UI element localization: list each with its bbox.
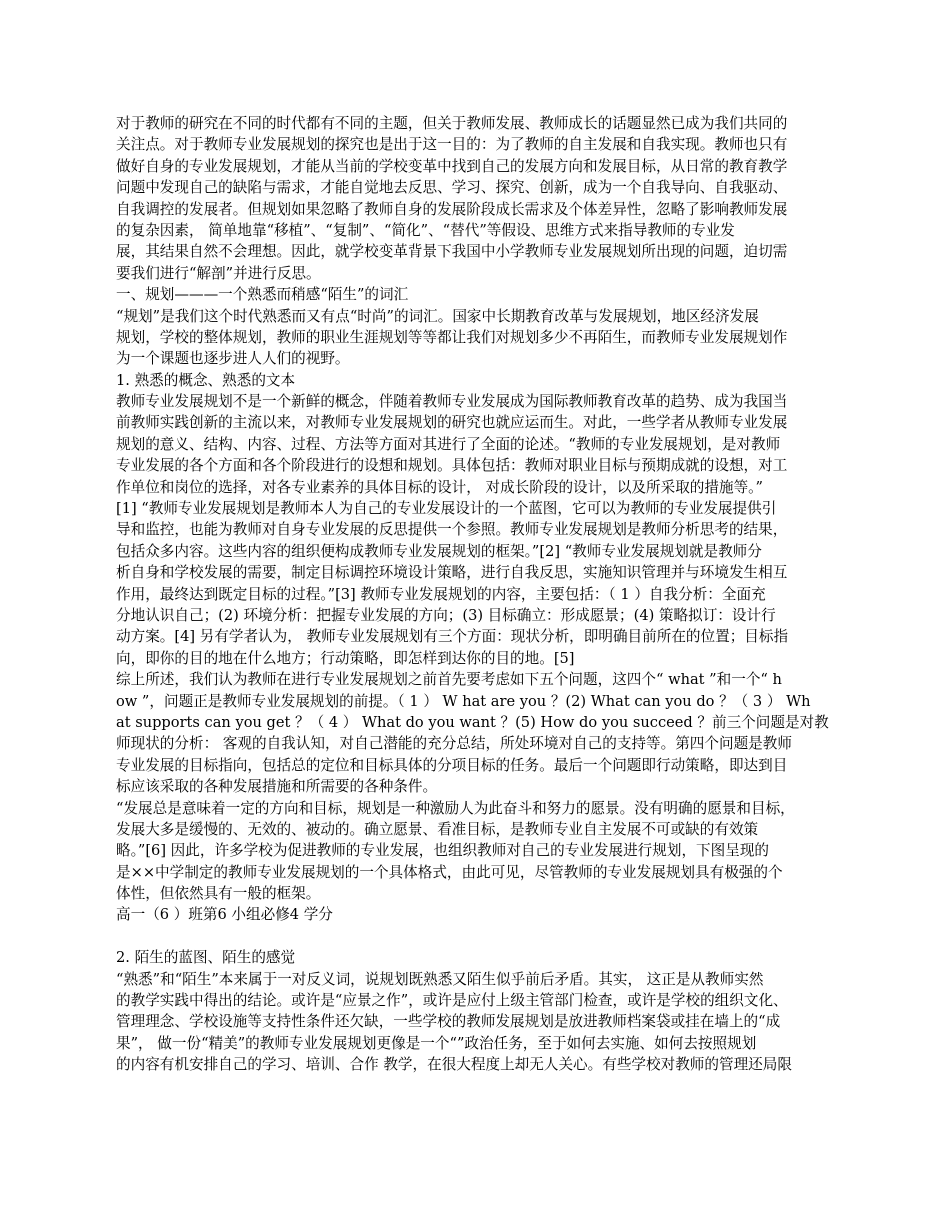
text-line: 前教师实践创新的主流以来，对教师专业发展规划的研究也就应运而生。对此，一些学者从教师专业发展 [116, 414, 788, 432]
text-line: 综上所述，我们认为教师在进行专业发展规划之前首先要考虑如下五个问题，这四个“ what ”和一个“ h [116, 671, 782, 689]
text-line: 作单位和岗位的选择，对各专业素养的具体目标的设计， 对成长阶段的设计，以及所采取的措施等。” [116, 478, 763, 496]
text-line: 专业发展的目标指向，包括总的定位和目标具体的分项目标的任务。最后一个问题即行动策略，即达到目 [116, 756, 788, 774]
text-line: at supports can you get ？（ 4 ） What do you want ？(5) How do you succeed ？前三个问题是对教 [116, 713, 829, 731]
text-line: [1] “教师专业发展规划是教师本人为自己的专业发展设计的一个蓝图，它可以为教师的专业发展提供引 [116, 500, 777, 518]
text-line: 导和监控，也能为教师对自身专业发展的反思提供一个参照。教师专业发展规划是教师分析思考的结果， [116, 521, 788, 539]
body-text [116, 113, 836, 1076]
text-line: 一、规划———一个熟悉而稍感“陌生”的词汇 [116, 286, 409, 304]
text-line: 教师专业发展规划不是一个新鲜的概念，伴随着教师专业发展成为国际教师教育改革的趋势、成为我国当 [116, 393, 788, 411]
text-line: 作用，最终达到既定目标的过程。”[3] 教师专业发展规划的内容，主要包括：（ 1 ）自我分析：全面充 [116, 585, 766, 603]
text-line: 高一（6 ）班第6 小组必修4 学分 [116, 906, 333, 924]
text-line: 是××中学制定的教师专业发展规划的一个具体格式，由此可见，尽管教师的专业发展规划具有极强的个 [116, 863, 783, 881]
text-line: 要我们进行“解剖”并进行反思。 [116, 264, 321, 282]
text-line: 自我调控的发展者。但规划如果忽略了教师自身的发展阶段成长需求及个体差异性，忽略了影响教师发展 [116, 200, 788, 218]
text-line: 体性，但依然具有一般的框架。 [116, 885, 321, 903]
text-line: 析自身和学校发展的需要，制定目标调控环境设计策略，进行自我反思，实施知识管理并与环境发生相互 [116, 564, 788, 582]
text-line: “熟悉”和“陌生”本来属于一对反义词，说规划既熟悉又陌生似乎前后矛盾。其实， 这正是从教师实然 [116, 970, 764, 988]
text-line: 师现状的分析： 客观的自我认知，对自己潜能的充分总结，所处环境对自己的支持等。第四个问题是教师 [116, 735, 792, 753]
text-line: 做好自身的专业发展规划，才能从当前的学校变革中找到自己的发展方向和发展目标，从日常的教育教学 [116, 157, 788, 175]
text-line: 规划的意义、结构、内容、过程、方法等方面对其进行了全面的论述。“教师的专业发展规划，是对教师 [116, 435, 781, 453]
text-line: 1. 熟悉的概念、熟悉的文本 [116, 371, 296, 389]
text-line: “规划”是我们这个时代熟悉而又有点“时尚”的词汇。国家中长期教育改革与发展规划，地区经济发展 [116, 307, 759, 325]
text-line: 动方案。[4] 另有学者认为， 教师专业发展规划有三个方面：现状分析，即明确目前所在的位置；目标指 [116, 628, 789, 646]
text-line: 向，即你的目的地在什么地方；行动策略，即怎样到达你的目的地。[5] [116, 649, 575, 667]
text-line: 专业发展的各个方面和各个阶段进行的设想和规划。具体包括：教师对职业目标与预期成就的设想，对工 [116, 457, 788, 475]
text-line: 分地认识自己；(2) 环境分析：把握专业发展的方向；(3) 目标确立：形成愿景；(4) 策略拟订：设计行 [116, 606, 776, 624]
text-line: 对于教师的研究在不同的时代都有不同的主题，但关于教师发展、教师成长的话题显然已成为我们共同的 [116, 115, 788, 132]
text-line: 问题中发现自己的缺陷与需求，才能自觉地去反思、学习、探究、创新，成为一个自我导向、自我驱动、 [116, 179, 788, 197]
text-line: 的内容有机安排自己的学习、培训、合作 教学，在很大程度上却无人关心。有些学校对教师的管理还局限 [116, 1056, 792, 1074]
text-line: 略。”[6] 因此，许多学校为促进教师的专业发展，也组织教师对自己的专业发展进行规划，下图呈现的 [116, 842, 770, 860]
text-line: 标应该采取的各种发展措施和所需要的各种条件。 [116, 778, 438, 796]
text-line: 展，其结果自然不会理想。因此，就学校变革背景下我国中小学教师专业发展规划所出现的问题，迫切需 [116, 243, 788, 261]
text-line: 的教学实践中得出的结论。或许是“应景之作”，或许是应付上级主管部门检查，或许是学校的组织文化、 [116, 992, 788, 1010]
blank-line [116, 926, 836, 947]
text-line: 2. 陌生的蓝图、陌生的感觉 [116, 949, 296, 967]
text-line: 包括众多内容。这些内容的组织便构成教师专业发展规划的框架。”[2] “教师专业发展规划就是教师分 [116, 542, 762, 560]
text-line: 规划，学校的整体规划，教师的职业生涯规划等等都让我们对规划多少不再陌生，而教师专业发展规划作 [116, 328, 788, 346]
text-line: ow ”，问题正是教师专业发展规划的前提。（ 1 ） W hat are you ？(2) What can you do ？（ 3 ） Wh [116, 692, 811, 710]
text-line: 果”， 做一份“精美”的教师专业发展规划更像是一个“”政治任务，至于如何去实施、如何去按照规划 [116, 1034, 757, 1052]
text-line: 的复杂因素， 简单地靠“移植”、“复制”、“简化”、“替代”等假设、思维方式来指导教师的专业发 [116, 221, 735, 239]
text-line: 发展大多是缓慢的、无效的、被动的。确立愿景、看准目标，是教师专业自主发展不可或缺的有效策 [116, 820, 759, 838]
text-line: 管理理念、学校设施等支持性条件还欠缺，一些学校的教师发展规划是放进教师档案袋或挂在墙上的“成 [116, 1013, 781, 1031]
text-line: “发展总是意味着一定的方向和目标，规划是一种激励人为此奋斗和努力的愿景。没有明确的愿景和目标， [116, 799, 795, 817]
text-line: 关注点。对于教师专业发展规划的探究也是出于这一目的：为了教师的自主发展和自我实现。教师也只有 [116, 136, 788, 154]
text-line: 为一个课题也逐步进人人们的视野。 [116, 350, 350, 368]
